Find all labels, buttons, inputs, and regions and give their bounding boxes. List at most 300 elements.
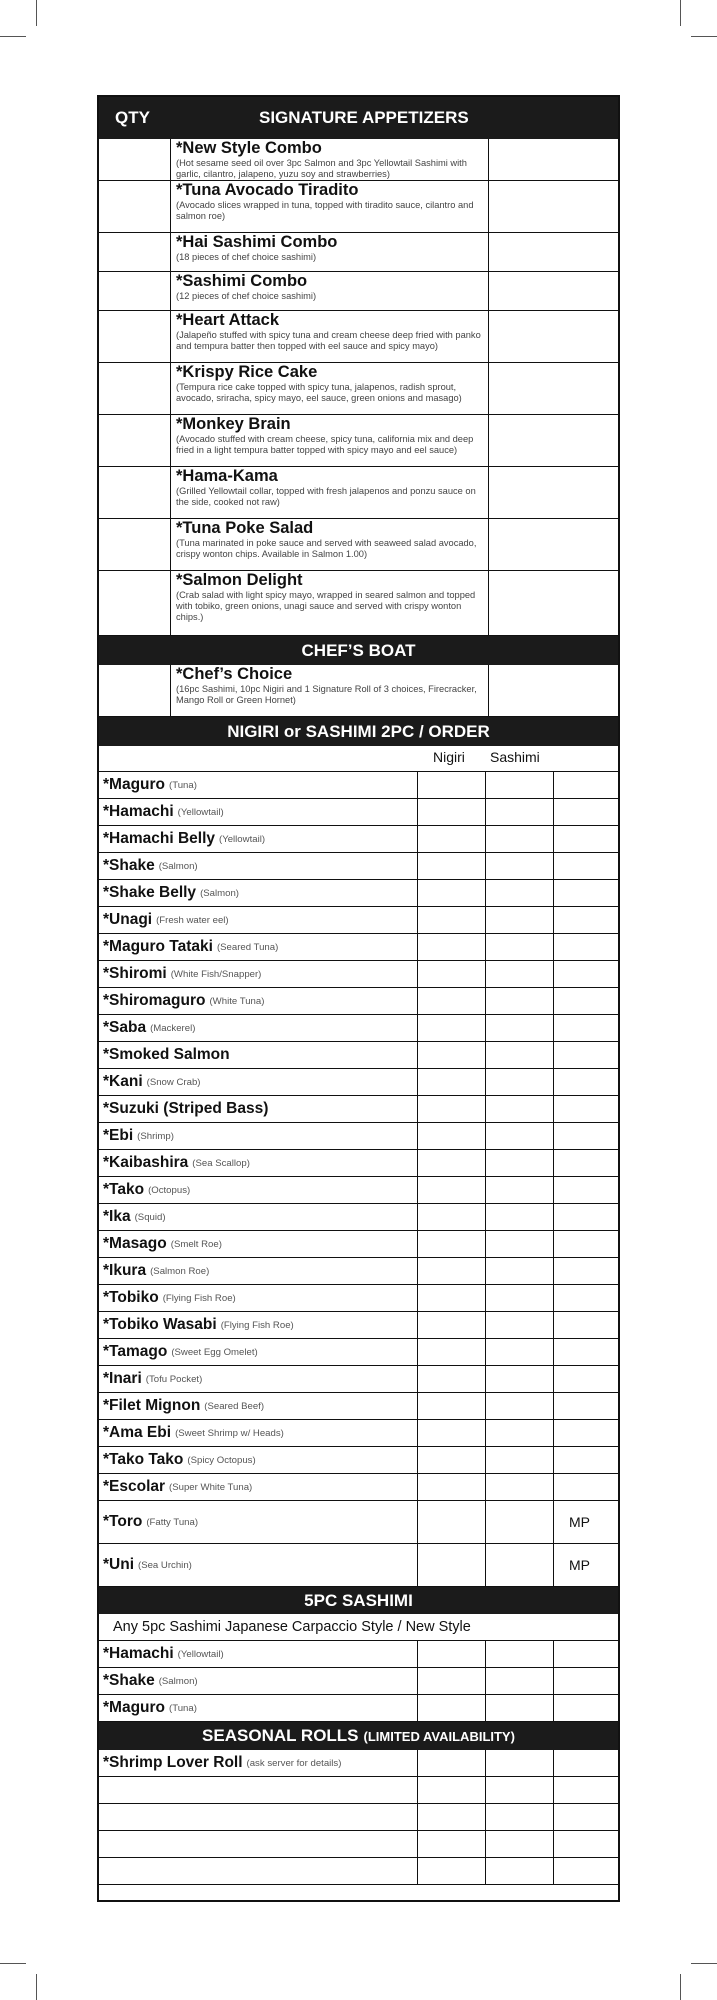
sashimi-qty-cell[interactable] xyxy=(486,1831,553,1857)
crop-mark xyxy=(691,1963,717,1964)
nigiri-row xyxy=(99,1123,618,1150)
cell-divider xyxy=(553,1123,554,1149)
order-item-description: (ask server for details) xyxy=(246,1757,342,1769)
cell-divider xyxy=(553,907,554,933)
cell-divider xyxy=(170,415,171,466)
order-item xyxy=(103,799,224,825)
nigiri-row xyxy=(99,1150,618,1177)
menu-item-row xyxy=(99,665,618,717)
cell-divider xyxy=(553,880,554,906)
order-item xyxy=(103,1447,256,1473)
crop-mark xyxy=(0,36,26,37)
order-item xyxy=(103,1042,234,1068)
sashimi-qty-cell[interactable] xyxy=(486,1096,553,1122)
nigiri-qty-cell[interactable] xyxy=(418,1123,485,1149)
menu-item-name: *Hama-Kama xyxy=(176,467,278,485)
menu-item-description: (Avocado slices wrapped in tuna, topped with tiradito sauce, cilantro and salmon roe) xyxy=(176,200,474,222)
sashimi-qty-cell[interactable] xyxy=(486,1177,553,1203)
nigiri-row xyxy=(99,1258,618,1285)
order-item-name: *Shrimp Lover Roll xyxy=(103,1754,243,1771)
order-item-description: (Salmon) xyxy=(158,1675,198,1687)
order-item-name: *Ama Ebi xyxy=(103,1424,172,1441)
qty-cell[interactable] xyxy=(99,363,170,414)
order-item-description: (Seared Tuna) xyxy=(216,941,279,953)
sashimi-qty-cell[interactable] xyxy=(486,1150,553,1176)
order-item-name: *Hamachi xyxy=(103,1645,174,1662)
nigiri-header xyxy=(99,717,618,746)
nigiri-qty-cell[interactable] xyxy=(418,826,485,852)
nigiri-qty-cell[interactable] xyxy=(418,1501,485,1543)
seasonal-row xyxy=(99,1831,618,1858)
nigiri-qty-cell[interactable] xyxy=(418,1258,485,1284)
section-title: NIGIRI or SASHIMI 2PC / ORDER xyxy=(227,722,490,741)
sashimi-qty-cell[interactable] xyxy=(486,1750,553,1776)
section-title: CHEF’S BOAT xyxy=(301,641,416,660)
order-item-name: *Tobiko xyxy=(103,1289,159,1306)
order-item-name: *Uni xyxy=(103,1556,134,1573)
menu-item-description: (16pc Sashimi, 10pc Nigiri and 1 Signature Roll of 3 choices, Firecracker, Mango Roll or Green Hornet) xyxy=(176,684,477,706)
order-item xyxy=(103,1695,197,1721)
qty-cell[interactable] xyxy=(99,311,170,362)
menu-item-description: (18 pieces of chef choice sashimi) xyxy=(176,252,317,263)
sashimi-qty-cell[interactable] xyxy=(486,1204,553,1230)
order-item-description: (White Fish/Snapper) xyxy=(170,968,262,980)
sashimi-qty-cell[interactable] xyxy=(486,961,553,987)
nigiri-qty-cell[interactable] xyxy=(418,961,485,987)
nigiri-row xyxy=(99,961,618,988)
cell-divider xyxy=(553,961,554,987)
cell-divider xyxy=(553,1804,554,1830)
nigiri-row xyxy=(99,1069,618,1096)
order-item-description: (Tuna) xyxy=(169,1702,197,1714)
nigiri-qty-cell[interactable] xyxy=(418,1668,485,1694)
price-cell[interactable] xyxy=(489,415,618,466)
five-pc-subtitle: Any 5pc Sashimi Japanese Carpaccio Style / New Style xyxy=(113,1619,471,1635)
sashimi-qty-cell[interactable] xyxy=(486,1544,553,1586)
order-item-name: *Hamachi Belly xyxy=(103,830,215,847)
cell-divider xyxy=(553,1420,554,1446)
cell-divider xyxy=(553,1042,554,1068)
sashimi-qty-cell[interactable] xyxy=(486,853,553,879)
order-item-description: (Yellowtail) xyxy=(219,833,266,845)
cell-divider xyxy=(553,1015,554,1041)
order-item xyxy=(103,1804,107,1830)
cell-divider xyxy=(170,519,171,570)
sashimi-qty-cell[interactable] xyxy=(486,1501,553,1543)
qty-cell[interactable] xyxy=(99,665,170,716)
nigiri-qty-cell[interactable] xyxy=(418,1393,485,1419)
order-item-name: *Kani xyxy=(103,1073,143,1090)
order-item xyxy=(103,1285,236,1311)
order-item-name: *Escolar xyxy=(103,1478,166,1495)
nigiri-qty-cell[interactable] xyxy=(418,907,485,933)
menu-item-name: *Tuna Avocado Tiradito xyxy=(176,181,359,199)
order-item-name: *Inari xyxy=(103,1370,142,1387)
cell-divider xyxy=(553,772,554,798)
menu-item-name: *Tuna Poke Salad xyxy=(176,519,314,537)
sashimi-qty-cell[interactable] xyxy=(486,1777,553,1803)
menu-item-row xyxy=(99,139,618,181)
menu-item xyxy=(176,234,491,263)
sashimi-qty-cell[interactable] xyxy=(486,907,553,933)
seasonal-row xyxy=(99,1750,618,1777)
menu-item-name: *Krispy Rice Cake xyxy=(176,363,318,381)
nigiri-qty-cell[interactable] xyxy=(418,1804,485,1830)
qty-label: QTY xyxy=(115,108,150,127)
order-item-name: *Kaibashira xyxy=(103,1154,189,1171)
menu-item xyxy=(176,182,491,222)
order-item-description: (White Tuna) xyxy=(209,995,265,1007)
menu-item xyxy=(176,520,491,560)
price-cell[interactable] xyxy=(489,181,618,232)
order-item xyxy=(103,1420,284,1446)
nigiri-row xyxy=(99,1312,618,1339)
order-item-name: *Ikura xyxy=(103,1262,147,1279)
sashimi-qty-cell[interactable] xyxy=(486,1231,553,1257)
cell-divider xyxy=(553,934,554,960)
order-item-description: (Seared Beef) xyxy=(204,1400,265,1412)
menu-item xyxy=(176,364,491,404)
qty-cell[interactable] xyxy=(99,181,170,232)
menu-item-description: (Tuna marinated in poke sauce and served with seaweed salad avocado, crispy wonton chips. Available in Salmon 1.00) xyxy=(176,538,477,560)
nigiri-column-label: Nigiri xyxy=(433,749,465,765)
nigiri-qty-cell[interactable] xyxy=(418,1641,485,1667)
menu-item-description: (Jalapeño stuffed with spicy tuna and cream cheese deep fried with panko and tempura batter then topped with eel sauce and spicy mayo) xyxy=(176,330,481,352)
cell-divider xyxy=(553,1339,554,1365)
nigiri-qty-cell[interactable] xyxy=(418,1366,485,1392)
menu-item-name: *Sashimi Combo xyxy=(176,272,308,290)
sashimi-qty-cell[interactable] xyxy=(486,1695,553,1721)
menu-item xyxy=(176,312,491,352)
cell-divider xyxy=(553,1312,554,1338)
nigiri-qty-cell[interactable] xyxy=(418,1750,485,1776)
menu-item-description: (Hot sesame seed oil over 3pc Salmon and 3pc Yellowtail Sashimi with garlic, cilantro, jalapeno, yuzu soy and strawberries) xyxy=(176,158,467,180)
market-price: MP xyxy=(569,1514,590,1530)
menu-item xyxy=(176,140,491,180)
nigiri-qty-cell[interactable] xyxy=(418,1858,485,1884)
cell-divider xyxy=(553,826,554,852)
order-item-name: *Maguro xyxy=(103,1699,165,1716)
sashimi-qty-cell[interactable] xyxy=(486,1641,553,1667)
order-item xyxy=(103,988,264,1014)
price-cell[interactable] xyxy=(489,467,618,518)
sashimi-qty-cell[interactable] xyxy=(486,1804,553,1830)
qty-cell[interactable] xyxy=(99,415,170,466)
nigiri-row xyxy=(99,934,618,961)
nigiri-qty-cell[interactable] xyxy=(418,988,485,1014)
cell-divider xyxy=(553,1447,554,1473)
section-title-note: (LIMITED AVAILABILITY) xyxy=(363,1729,515,1744)
market-price: MP xyxy=(569,1557,590,1573)
menu-item xyxy=(176,572,491,623)
nigiri-row xyxy=(99,1177,618,1204)
cell-divider xyxy=(553,1069,554,1095)
order-item-description: (Spicy Octopus) xyxy=(187,1454,256,1466)
order-item-description: (Fresh water eel) xyxy=(156,914,229,926)
menu-item-row xyxy=(99,233,618,272)
qty-cell[interactable] xyxy=(99,571,170,635)
nigiri-qty-cell[interactable] xyxy=(418,1150,485,1176)
order-item xyxy=(103,1150,250,1176)
order-item xyxy=(103,1831,107,1857)
price-cell[interactable] xyxy=(489,311,618,362)
menu-item-row xyxy=(99,415,618,467)
price-cell[interactable] xyxy=(489,665,618,716)
sashimi-qty-cell[interactable] xyxy=(486,1285,553,1311)
price-cell[interactable] xyxy=(489,139,618,180)
nigiri-row xyxy=(99,826,618,853)
nigiri-qty-cell[interactable] xyxy=(418,1042,485,1068)
cell-divider xyxy=(553,1231,554,1257)
nigiri-qty-cell[interactable] xyxy=(418,1447,485,1473)
cell-divider xyxy=(170,181,171,232)
order-item-name: *Ika xyxy=(103,1208,131,1225)
nigiri-row xyxy=(99,772,618,799)
nigiri-row xyxy=(99,1501,618,1544)
appetizers-header xyxy=(99,97,618,139)
order-item xyxy=(103,1474,252,1500)
section-title: SEASONAL ROLLS xyxy=(202,1726,359,1745)
sashimi-qty-cell[interactable] xyxy=(486,1258,553,1284)
nigiri-row xyxy=(99,1285,618,1312)
order-item xyxy=(103,934,278,960)
menu-item-row xyxy=(99,467,618,519)
menu-item-row xyxy=(99,272,618,311)
cell-divider xyxy=(553,1150,554,1176)
order-item xyxy=(103,1096,272,1122)
nigiri-qty-cell[interactable] xyxy=(418,1420,485,1446)
sashimi-qty-cell[interactable] xyxy=(486,1312,553,1338)
nigiri-qty-cell[interactable] xyxy=(418,1204,485,1230)
sashimi-qty-cell[interactable] xyxy=(486,1474,553,1500)
menu-item xyxy=(176,416,491,456)
sashimi-column-label: Sashimi xyxy=(490,749,540,765)
sashimi-qty-cell[interactable] xyxy=(486,1069,553,1095)
cell-divider xyxy=(553,1393,554,1419)
sashimi-qty-cell[interactable] xyxy=(486,1042,553,1068)
seasonal-row xyxy=(99,1858,618,1885)
menu-item-description: (Grilled Yellowtail collar, topped with fresh jalapenos and ponzu sauce on the side, cooked not raw) xyxy=(176,486,476,508)
order-item-description: (Flying Fish Roe) xyxy=(220,1319,294,1331)
nigiri-row xyxy=(99,880,618,907)
order-item xyxy=(103,1668,198,1694)
order-item-name: *Shake xyxy=(103,1672,155,1689)
nigiri-row xyxy=(99,988,618,1015)
nigiri-row xyxy=(99,1544,618,1587)
order-item-description: (Squid) xyxy=(134,1211,166,1223)
nigiri-qty-cell[interactable] xyxy=(418,1695,485,1721)
sashimi-qty-cell[interactable] xyxy=(486,1393,553,1419)
nigiri-column-headers xyxy=(99,746,618,772)
order-item-name: *Filet Mignon xyxy=(103,1397,201,1414)
nigiri-qty-cell[interactable] xyxy=(418,1069,485,1095)
sashimi-qty-cell[interactable] xyxy=(486,1015,553,1041)
sashimi-qty-cell[interactable] xyxy=(486,988,553,1014)
price-cell[interactable] xyxy=(489,233,618,271)
qty-cell[interactable] xyxy=(99,139,170,180)
cell-divider xyxy=(553,1858,554,1884)
menu-item-row xyxy=(99,519,618,571)
sashimi-qty-cell[interactable] xyxy=(486,1420,553,1446)
price-cell[interactable] xyxy=(489,272,618,310)
qty-cell[interactable] xyxy=(99,272,170,310)
order-item-description: (Salmon) xyxy=(158,860,198,872)
sashimi-qty-cell[interactable] xyxy=(486,1668,553,1694)
menu-item-description: (Avocado stuffed with cream cheese, spicy tuna, california mix and deep fried in a light tempura batter topped with spicy mayo and eel sauce) xyxy=(176,434,474,456)
nigiri-row xyxy=(99,1042,618,1069)
menu-item xyxy=(176,273,491,302)
order-item xyxy=(103,1858,107,1884)
cell-divider xyxy=(170,139,171,180)
menu-item-row xyxy=(99,363,618,415)
five-pc-row xyxy=(99,1695,618,1722)
order-item-name: *Tako Tako xyxy=(103,1451,184,1468)
order-item xyxy=(103,1231,222,1257)
nigiri-qty-cell[interactable] xyxy=(418,1831,485,1857)
nigiri-qty-cell[interactable] xyxy=(418,1312,485,1338)
order-item-name: *Saba xyxy=(103,1019,147,1036)
order-item-description: (Sea Urchin) xyxy=(138,1559,192,1571)
nigiri-row xyxy=(99,1447,618,1474)
cell-divider xyxy=(553,1501,554,1543)
nigiri-row xyxy=(99,1393,618,1420)
order-item-description: (Sweet Shrimp w/ Heads) xyxy=(175,1427,284,1439)
order-item-name: *Shake xyxy=(103,857,155,874)
nigiri-qty-cell[interactable] xyxy=(418,1177,485,1203)
order-item-description: (Snow Crab) xyxy=(146,1076,201,1088)
menu-item-name: *Heart Attack xyxy=(176,311,280,329)
five-pc-row xyxy=(99,1641,618,1668)
order-item-name: *Hamachi xyxy=(103,803,174,820)
order-item xyxy=(103,853,198,879)
order-item-description: (Mackerel) xyxy=(150,1022,196,1034)
nigiri-qty-cell[interactable] xyxy=(418,1096,485,1122)
section-title: 5PC SASHIMI xyxy=(304,1591,413,1610)
sashimi-qty-cell[interactable] xyxy=(486,1339,553,1365)
seasonal-row xyxy=(99,1804,618,1831)
order-item xyxy=(103,1501,198,1543)
nigiri-qty-cell[interactable] xyxy=(418,772,485,798)
order-item-description: (Shrimp) xyxy=(137,1130,174,1142)
order-item xyxy=(103,1750,341,1776)
nigiri-qty-cell[interactable] xyxy=(418,934,485,960)
cell-divider xyxy=(553,1177,554,1203)
order-item xyxy=(103,1069,200,1095)
nigiri-qty-cell[interactable] xyxy=(418,799,485,825)
cell-divider xyxy=(170,272,171,310)
order-item-description: (Tuna) xyxy=(169,779,197,791)
order-item-name: *Tako xyxy=(103,1181,145,1198)
price-cell[interactable] xyxy=(489,519,618,570)
order-item xyxy=(103,826,265,852)
order-item xyxy=(103,1777,107,1803)
order-item-description: (Fatty Tuna) xyxy=(146,1516,199,1528)
menu-item-row xyxy=(99,311,618,363)
order-item-name: *Masago xyxy=(103,1235,167,1252)
five-pc-sashimi-header xyxy=(99,1587,618,1614)
nigiri-qty-cell[interactable] xyxy=(418,1777,485,1803)
order-item-description: (Smelt Roe) xyxy=(170,1238,222,1250)
sashimi-qty-cell[interactable] xyxy=(486,1858,553,1884)
nigiri-qty-cell[interactable] xyxy=(418,853,485,879)
cell-divider xyxy=(553,853,554,879)
sashimi-qty-cell[interactable] xyxy=(486,772,553,798)
nigiri-row xyxy=(99,1366,618,1393)
menu-item-name: *Monkey Brain xyxy=(176,415,291,433)
cell-divider xyxy=(553,1641,554,1667)
crop-mark xyxy=(680,1974,681,2000)
menu-item-description: (Tempura rice cake topped with spicy tuna, jalapenos, radish sprout, avocado, sriracha, spicy mayo, eel sauce, green onions and masago) xyxy=(176,382,462,404)
crop-mark xyxy=(680,0,681,26)
menu-item-name: *Chef’s Choice xyxy=(176,665,293,683)
cell-divider xyxy=(170,665,171,716)
cell-divider xyxy=(553,1831,554,1857)
order-item xyxy=(103,1544,192,1586)
nigiri-row xyxy=(99,1096,618,1123)
nigiri-qty-cell[interactable] xyxy=(418,1231,485,1257)
cell-divider xyxy=(170,233,171,271)
menu-item-description: (12 pieces of chef choice sashimi) xyxy=(176,291,317,302)
nigiri-qty-cell[interactable] xyxy=(418,1544,485,1586)
qty-cell[interactable] xyxy=(99,233,170,271)
cell-divider xyxy=(553,1258,554,1284)
sashimi-qty-cell[interactable] xyxy=(486,826,553,852)
qty-cell[interactable] xyxy=(99,519,170,570)
order-item-description: (Salmon Roe) xyxy=(150,1265,210,1277)
sashimi-qty-cell[interactable] xyxy=(486,880,553,906)
nigiri-qty-cell[interactable] xyxy=(418,880,485,906)
order-item-description: (Yellowtail) xyxy=(177,1648,224,1660)
nigiri-qty-cell[interactable] xyxy=(418,1285,485,1311)
five-pc-subtitle-row xyxy=(99,1614,618,1641)
price-cell[interactable] xyxy=(489,363,618,414)
order-item-description: (Sea Scallop) xyxy=(192,1157,250,1169)
order-item xyxy=(103,1258,209,1284)
menu-item-name: *Hai Sashimi Combo xyxy=(176,233,338,251)
order-item-name: *Suzuki (Striped Bass) xyxy=(103,1100,269,1117)
order-item-description: (Tofu Pocket) xyxy=(145,1373,203,1385)
qty-cell[interactable] xyxy=(99,467,170,518)
order-item xyxy=(103,1312,294,1338)
order-item-name: *Shake Belly xyxy=(103,884,197,901)
seasonal-rolls-header xyxy=(99,1722,618,1750)
nigiri-qty-cell[interactable] xyxy=(418,1474,485,1500)
sashimi-qty-cell[interactable] xyxy=(486,1366,553,1392)
cell-divider xyxy=(553,1777,554,1803)
nigiri-qty-cell[interactable] xyxy=(418,1015,485,1041)
crop-mark xyxy=(0,1963,26,1964)
cell-divider xyxy=(170,467,171,518)
order-item-name: *Tamago xyxy=(103,1343,168,1360)
sashimi-qty-cell[interactable] xyxy=(486,1123,553,1149)
order-item-description: (Flying Fish Roe) xyxy=(162,1292,236,1304)
order-item xyxy=(103,1339,258,1365)
order-item-name: *Shiromi xyxy=(103,965,167,982)
sashimi-qty-cell[interactable] xyxy=(486,799,553,825)
cell-divider xyxy=(553,799,554,825)
order-item xyxy=(103,907,229,933)
nigiri-row xyxy=(99,907,618,934)
cell-divider xyxy=(553,1204,554,1230)
sashimi-qty-cell[interactable] xyxy=(486,934,553,960)
cell-divider xyxy=(553,1285,554,1311)
sashimi-qty-cell[interactable] xyxy=(486,1447,553,1473)
order-item xyxy=(103,1015,195,1041)
price-cell[interactable] xyxy=(489,571,618,635)
menu-item-row xyxy=(99,571,618,636)
nigiri-qty-cell[interactable] xyxy=(418,1339,485,1365)
cell-divider xyxy=(553,1096,554,1122)
